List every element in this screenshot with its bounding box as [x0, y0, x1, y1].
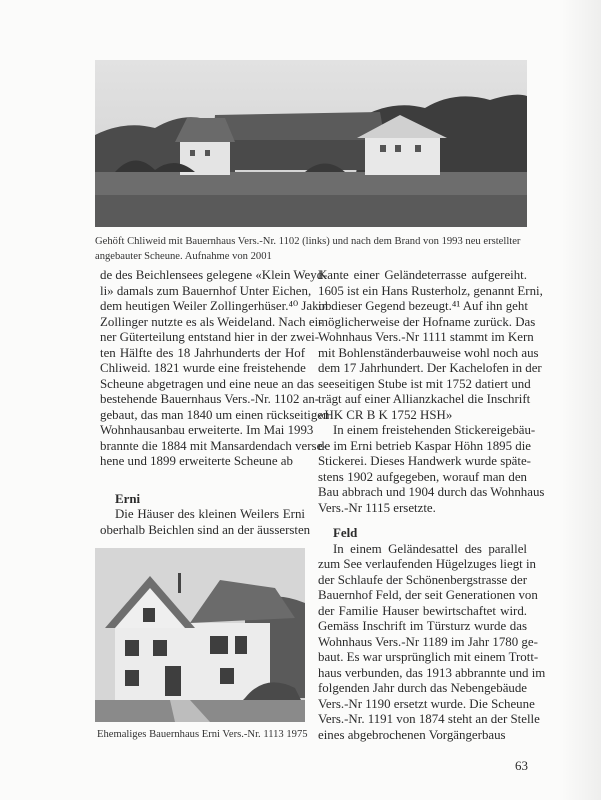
text-line: Zollinger nutzte es als Weideland. Nach ei-	[100, 314, 323, 329]
text-line: in dieser Gegend bezeugt.⁴¹ Auf ihn geht	[318, 299, 528, 313]
page-number: 63	[515, 758, 528, 773]
caption-line: angebauter Scheune. Aufnahme von 2001	[95, 250, 272, 262]
text-line: de im Erni betrieb Kaspar Höhn 1895 die	[318, 438, 531, 453]
text-line: Kante einer Geländeterrasse aufgereiht.	[318, 268, 527, 282]
text-line: Gemäss Inschrift im Türsturz wurde das	[318, 619, 527, 633]
text-line: bestehende Bauernhaus Vers.-Nr. 1102 an-	[100, 392, 320, 406]
text-line: Vers.-Nr 1115 ersetzte.	[318, 500, 436, 515]
paragraph	[318, 541, 546, 744]
top-photo-caption	[95, 235, 535, 264]
text-line: eines abgebrochenen Vorgängerbaus	[318, 727, 506, 742]
bottom-photo-caption: Ehemaliges Bauernhaus Erni Vers.-Nr. 1113 1975	[97, 729, 308, 740]
text-line: «HK CR B K 1752 HSH»	[318, 407, 453, 422]
text-line: Bau abbrach und 1904 durch das Wohnhaus	[318, 485, 545, 499]
text-line: Scheune abgetragen und eine neue an das	[100, 376, 315, 391]
text-line: oberhalb Beichlen sind an der äussersten	[100, 522, 311, 537]
text-line: Wohnhausanbau erweiterte. Im Mai 1993	[100, 423, 314, 437]
text-line: de des Beichlensees gelegene «Klein Weyd-	[100, 268, 328, 282]
right-text-column	[318, 268, 546, 743]
text-line: 1605 ist ein Hans Rusterholz, genannt Erni,	[318, 283, 543, 298]
text-line: zum See verlaufenden Hügelzuges liegt in	[318, 557, 536, 571]
text-line: Stickerei. Dieses Handwerk wurde späte-	[318, 454, 531, 468]
text-line: In einem Geländesattel des parallel	[333, 541, 527, 556]
text-line: der Familie Hauser bewirtschaftet wird.	[318, 603, 527, 618]
paragraph-gap	[318, 516, 527, 526]
paragraph	[318, 268, 543, 423]
text-line: dem 17 Jahrhundert. Der Kachelofen in der	[318, 361, 542, 375]
text-line: In einem freistehenden Stickereigebäu-	[333, 423, 536, 437]
text-line: haus verbunden, das 1913 abbrannte und im	[318, 665, 546, 680]
paragraph	[100, 268, 332, 470]
text-line: baut. Es war ursprünglich mit einem Trott-	[318, 650, 539, 664]
text-line: Die Häuser des kleinen Weilers Erni	[115, 507, 305, 521]
text-line: folgenden Jahr durch das Nebengebäude	[318, 681, 528, 695]
text-line: ten Hälfte des 18 Jahrhunderts der Hof	[100, 345, 305, 360]
left-text-column	[100, 268, 332, 538]
text-line: li» damals zum Bauernhof Unter Eichen,	[100, 283, 312, 298]
page-edge-shadow	[561, 0, 601, 800]
photo-erni-farmhouse	[95, 548, 305, 722]
text-line: brannte die 1884 mit Mansardendach verse-	[100, 438, 327, 453]
text-line: Bauernhof Feld, der seit Generationen von	[318, 588, 538, 602]
paragraph-gap	[100, 470, 305, 492]
text-line: der Schlaufe der Schönenbergstrasse der	[318, 572, 527, 587]
text-line: Vers.-Nr. 1191 von 1874 steht an der Stelle	[318, 712, 540, 726]
text-line: gebaut, das man 1840 um einen rückseitigen	[100, 407, 330, 422]
text-line: hene und 1899 erweiterte Scheune ab	[100, 454, 293, 468]
paragraph	[100, 507, 311, 538]
text-line: mit Bohlenständerbauweise wohl noch aus	[318, 345, 539, 360]
photo-chliweid-farmstead	[95, 60, 527, 227]
section-heading: Feld	[333, 526, 358, 540]
text-line: Wohnhaus Vers.-Nr 1189 im Jahr 1780 ge-	[318, 634, 538, 649]
section-heading: Erni	[115, 491, 141, 506]
text-line: Vers.-Nr 1190 ersetzt wurde. Die Scheune	[318, 696, 535, 711]
text-line: ner Güterteilung entstand hier in der zwei-	[100, 330, 320, 344]
text-line: möglicherweise der Hofname zurück. Das	[318, 314, 536, 329]
caption-line: Gehöft Chliweid mit Bauernhaus Vers.-Nr. 1102 (links) und nach dem Brand von 1993 neu erstellter	[95, 236, 521, 247]
text-line: dem heutigen Weiler Zollingerhüser.⁴⁰ Jakob	[100, 299, 332, 313]
text-line: seeseitigen Stube ist mit 1752 datiert und	[318, 376, 531, 391]
text-line: Chliweid. 1821 wurde eine freistehende	[100, 361, 306, 375]
text-line: stens 1902 aufgegeben, worauf man den	[318, 469, 527, 484]
paragraph	[318, 423, 545, 516]
text-line: trägt auf einer Allianzkachel die Inschrift	[318, 392, 531, 406]
text-line: Wohnhaus Vers.-Nr 1111 stammt im Kern	[318, 330, 534, 344]
